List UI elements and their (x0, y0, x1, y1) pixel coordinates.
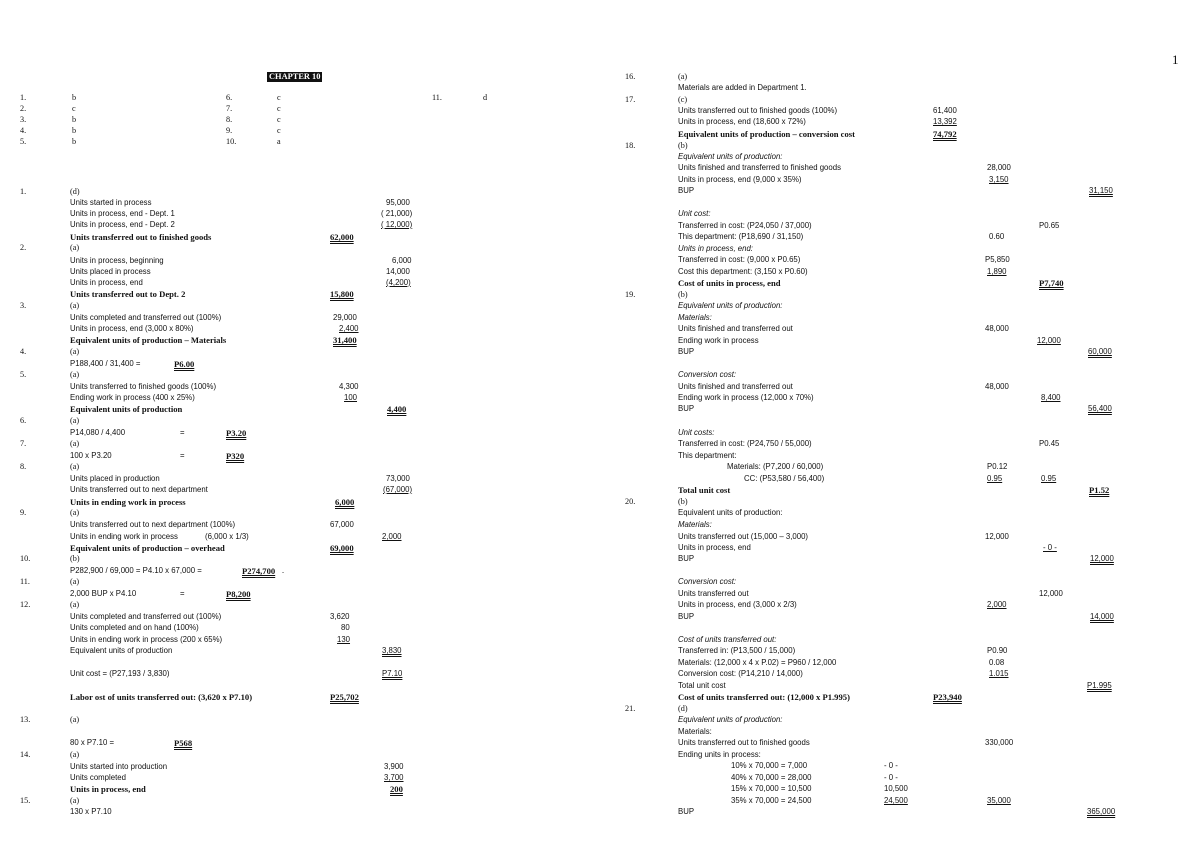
answer: (a) (70, 508, 80, 517)
line-label: Transferred in: (P13,500 / 15,000) (678, 646, 796, 655)
line-label: This department: (P18,690 / 31,150) (678, 232, 804, 241)
line-label: Transferred in cost: (P24,050 / 37,000) (678, 221, 812, 230)
line-label: Ending work in process (678, 336, 759, 345)
mc-num: 5. (20, 137, 27, 146)
problem-number: 18. (625, 141, 636, 150)
line-value: 31,400 (333, 335, 357, 345)
line-label: Labor ost of units transferred out: (3,620 x P7.10) (70, 692, 253, 702)
line-value: 35,000 (987, 796, 1011, 805)
line-value: P23,940 (933, 692, 962, 702)
line-label: P188,400 / 31,400 = (70, 359, 141, 368)
line-value: 95,000 (386, 198, 410, 207)
calc-value: 10,500 (884, 784, 908, 793)
calc-row: 35% x 70,000 = 24,500 (731, 796, 812, 805)
line-label: Units transferred out (15,000 – 3,000) (678, 532, 809, 541)
section-heading: Equivalent units of production: (678, 301, 783, 310)
mc-num: 4. (20, 126, 27, 135)
calc-value: - 0 - (884, 761, 898, 770)
line-value: P5,850 (985, 255, 1010, 264)
problem-number: 6. (20, 416, 27, 425)
mc-ans: b (72, 126, 77, 135)
line-label: Units transferred out (678, 589, 749, 598)
line-label: Units completed and transferred out (100%) (70, 313, 222, 322)
line-label: Equivalent units of production – conversion cost (678, 129, 855, 139)
answer: (a) (70, 577, 80, 586)
answer: (a) (70, 243, 80, 252)
answer: (b) (678, 141, 688, 150)
line-value: 56,400 (1088, 404, 1112, 413)
line-value: P274,700 (242, 566, 276, 576)
mc-ans: c (277, 93, 281, 102)
line-label: Units in ending work in process (70, 532, 178, 541)
line-value: 2,400 (339, 324, 359, 333)
line-value: P7.10 (382, 669, 403, 678)
line-value: 48,000 (985, 324, 1009, 333)
line-label: 100 x P3.20 (70, 451, 112, 460)
line-label: Units finished and transferred out (678, 382, 793, 391)
line-label: Units transferred out to next department (100%) (70, 520, 236, 529)
answer: (b) (678, 290, 688, 299)
line-value: 6,000 (335, 497, 355, 507)
calc-row: 10% x 70,000 = 7,000 (731, 761, 808, 770)
calc-value: 24,500 (884, 796, 908, 805)
mc-ans: c (277, 126, 281, 135)
line-value: 12,000 (1039, 589, 1063, 598)
calc-row: 15% x 70,000 = 10,500 (731, 784, 812, 793)
line-value: 67,000 (330, 520, 354, 529)
line-label: BUP (678, 612, 695, 621)
mc-num: 7. (226, 104, 233, 113)
line-label: BUP (678, 554, 695, 563)
line-value: 2,000 (382, 532, 402, 541)
chapter-title: CHAPTER 10 (269, 72, 321, 81)
line-label: Units in process, end - Dept. 2 (70, 220, 175, 229)
line-label: Ending work in process (400 x 25%) (70, 393, 195, 402)
section-heading: Materials: (678, 313, 712, 322)
section-heading: Conversion cost: (678, 370, 737, 379)
line-label: Transferred in cost: (P24,750 / 55,000) (678, 439, 812, 448)
answer: (a) (70, 301, 80, 310)
mc-num: 3. (20, 115, 27, 124)
answer: (a) (70, 600, 80, 609)
section-heading: Cost of units transferred out: (678, 635, 777, 644)
mc-num: 2. (20, 104, 27, 113)
line-label: Materials are added in Department 1. (678, 83, 807, 92)
line-label: This department: (678, 451, 737, 460)
section-heading: Unit cost: (678, 209, 711, 218)
answer: (b) (70, 554, 80, 563)
line-label: Units transferred out to finished goods (678, 738, 810, 747)
line-value: P0.65 (1039, 221, 1060, 230)
line-label: P282,900 / 69,000 = P4.10 x 67,000 = (70, 566, 202, 575)
line-label: Total unit cost (678, 485, 731, 495)
line-value: P7,740 (1039, 278, 1064, 288)
line-value: 73,000 (386, 474, 410, 483)
line-value: 12,000 (1037, 336, 1061, 345)
answer: (a) (70, 462, 80, 471)
line-value: 28,000 (987, 163, 1011, 172)
problem-number: 20. (625, 497, 636, 506)
line-label: Units in process, end (70, 278, 143, 287)
line-value: P320 (226, 451, 245, 461)
line-value: 62,000 (330, 232, 354, 242)
line-value: P0.45 (1039, 439, 1060, 448)
answer: (d) (70, 187, 80, 196)
line-label: Units in process, end (9,000 x 35%) (678, 175, 802, 184)
mc-num: 10. (226, 137, 237, 146)
calc-row: 40% x 70,000 = 28,000 (731, 773, 812, 782)
mc-num: 6. (226, 93, 233, 102)
line-value: 200 (390, 784, 403, 794)
line-label: Units in process, end (18,600 x 72%) (678, 117, 806, 126)
line-value: (67,000) (383, 485, 413, 494)
line-label: Cost of units transferred out: (12,000 x P1.995) (678, 692, 850, 702)
line-label: Units started in process (70, 198, 152, 207)
line-label: BUP (678, 347, 695, 356)
problem-number: 11. (20, 577, 30, 586)
line-value: P25,702 (330, 692, 359, 702)
line-label: Units finished and transferred to finished goods (678, 163, 841, 172)
line-label: BUP (678, 186, 695, 195)
line-label: Units in process, beginning (70, 256, 164, 265)
line-label: Units transferred out to finished goods (100%) (678, 106, 838, 115)
section-heading: Equivalent units of production: (678, 152, 783, 161)
line-value: 3,150 (989, 175, 1009, 184)
equals: = (180, 589, 185, 598)
equals: = (180, 428, 185, 437)
line-value: 2,000 (987, 600, 1007, 609)
answer: (d) (678, 704, 688, 713)
line-label: Equivalent units of production – Materials (70, 335, 227, 345)
mc-ans: a (277, 137, 281, 146)
mc-num: 8. (226, 115, 233, 124)
line-value: 48,000 (985, 382, 1009, 391)
line-label: Cost of units in process, end (678, 278, 781, 288)
line-value: 1.015 (989, 669, 1009, 678)
line-label: Units in process, end - Dept. 1 (70, 209, 175, 218)
line-value: 3,830 (382, 646, 402, 655)
problem-number: 1. (20, 187, 27, 196)
line-label: Conversion cost: (P14,210 / 14,000) (678, 669, 803, 678)
problem-number: 15. (20, 796, 31, 805)
line-value: 0.95 (1041, 474, 1057, 483)
answer: (a) (70, 715, 80, 724)
line-value: P6.00 (174, 359, 195, 369)
problem-number: 21. (625, 704, 636, 713)
line-value: 60,000 (1088, 347, 1112, 356)
line-value: P1.52 (1089, 485, 1110, 495)
line-value: P0.12 (987, 462, 1008, 471)
section-heading: Conversion cost: (678, 577, 737, 586)
answer: (b) (678, 497, 688, 506)
answer: (a) (70, 347, 80, 356)
problem-number: 17. (625, 95, 636, 104)
line-label: Units in process, end (3,000 x 2/3) (678, 600, 797, 609)
section-heading: Unit costs: (678, 428, 715, 437)
mc-ans: c (277, 104, 281, 113)
line-value: 3,620 (330, 612, 350, 621)
mc-num: 1. (20, 93, 27, 102)
line-value: P3.20 (226, 428, 247, 438)
line-value: 365,000 (1087, 807, 1116, 816)
line-label: Units placed in process (70, 267, 151, 276)
line-label: Cost this department: (3,150 x P0.60) (678, 267, 808, 276)
line-label: Units transferred out to Dept. 2 (70, 289, 186, 299)
line-label: Units placed in production (70, 474, 160, 483)
equals: = (180, 451, 185, 460)
line-value: 74,792 (933, 129, 957, 139)
line-label: Transferred in cost: (9,000 x P0.65) (678, 255, 801, 264)
line-value: 3,700 (384, 773, 404, 782)
line-value: 330,000 (985, 738, 1014, 747)
line-label: Equivalent units of production – overhead (70, 543, 225, 553)
calc-value: - 0 - (884, 773, 898, 782)
line-value: 0.95 (987, 474, 1003, 483)
line-label: Units finished and transferred out (678, 324, 793, 333)
line-value: 0.60 (989, 232, 1005, 241)
problem-number: 7. (20, 439, 27, 448)
answer: (a) (70, 370, 80, 379)
line-value: 61,400 (933, 106, 957, 115)
mc-ans: c (72, 104, 76, 113)
problem-number: 13. (20, 715, 31, 724)
line-label: CC: (P53,580 / 56,400) (744, 474, 825, 483)
problem-number: 2. (20, 243, 27, 252)
line-value: 13,392 (933, 117, 957, 126)
mc-ans: d (483, 93, 488, 102)
section-heading: Materials: (678, 727, 712, 736)
line-value: 12,000 (1090, 554, 1114, 563)
mc-ans: c (277, 115, 281, 124)
line-label: Units started into production (70, 762, 168, 771)
line-value: 100 (344, 393, 358, 402)
answer: (a) (70, 750, 80, 759)
line-value: (4,200) (386, 278, 411, 287)
problem-number: 4. (20, 347, 27, 356)
line-label: Units transferred to finished goods (100%) (70, 382, 217, 391)
line-label: (6,000 x 1/3) (205, 532, 249, 541)
line-label: P14,080 / 4,400 (70, 428, 126, 437)
problem-number: 12. (20, 600, 31, 609)
problem-number: 8. (20, 462, 27, 471)
line-label: Materials: (12,000 x 4 x P.02) = P960 / 12,000 (678, 658, 837, 667)
line-label: Units transferred out to next department (70, 485, 208, 494)
line-label: Units completed and on hand (100%) (70, 623, 199, 632)
section-heading: Units in process, end: (678, 244, 753, 253)
answer: (a) (70, 796, 80, 805)
mc-ans: b (72, 115, 77, 124)
line-label: 2,000 BUP x P4.10 (70, 589, 137, 598)
line-value: 15,800 (330, 289, 354, 299)
line-label: Units transferred out to finished goods (70, 232, 212, 242)
line-label: BUP (678, 404, 695, 413)
problem-number: 9. (20, 508, 27, 517)
mc-ans: b (72, 93, 77, 102)
line-value: 1,890 (987, 267, 1007, 276)
line-value: 14,000 (1090, 612, 1114, 621)
line-label: Units completed (70, 773, 126, 782)
problem-number: 19. (625, 290, 636, 299)
answer: (c) (678, 95, 688, 104)
line-value: ( 21,000) (381, 209, 413, 218)
line-label: Units in ending work in process (70, 497, 186, 507)
line-value: 6,000 (392, 256, 412, 265)
section-heading: Materials: (678, 520, 712, 529)
line-value: 80 (341, 623, 350, 632)
line-value: P0.90 (987, 646, 1008, 655)
line-label: Unit cost = (P27,193 / 3,830) (70, 669, 170, 678)
mc-num: 9. (226, 126, 233, 135)
problem-number: 3. (20, 301, 27, 310)
problem-number: 14. (20, 750, 31, 759)
line-label: Units in process, end (70, 784, 146, 794)
line-label: 80 x P7.10 = (70, 738, 114, 747)
period: . (282, 566, 285, 575)
line-label: Units completed and transferred out (100%) (70, 612, 222, 621)
line-value: 12,000 (985, 532, 1009, 541)
section-heading: Equivalent units of production: (678, 508, 783, 517)
line-label: Equivalent units of production (70, 646, 173, 655)
line-value: P1.995 (1087, 681, 1112, 690)
mc-num: 11. (432, 93, 442, 102)
line-label: Equivalent units of production (70, 404, 183, 414)
problem-number: 5. (20, 370, 27, 379)
line-value: 4,300 (339, 382, 359, 391)
section-heading: Equivalent units of production: (678, 715, 783, 724)
line-label: Materials: (P7,200 / 60,000) (727, 462, 824, 471)
line-label: Total unit cost (678, 681, 726, 690)
line-label: Units in process, end (3,000 x 80%) (70, 324, 194, 333)
answer: (a) (678, 72, 688, 81)
line-label: Ending work in process (12,000 x 70%) (678, 393, 814, 402)
line-label: BUP (678, 807, 695, 816)
answer: (a) (70, 416, 80, 425)
problem-number: 16. (625, 72, 636, 81)
problem-number: 10. (20, 554, 31, 563)
line-label: Ending units in process: (678, 750, 761, 759)
line-label: Units in ending work in process (200 x 65%) (70, 635, 223, 644)
line-value: 3,900 (384, 762, 404, 771)
mc-ans: b (72, 137, 77, 146)
line-value: P568 (174, 738, 193, 748)
line-value: 8,400 (1041, 393, 1061, 402)
answer: (a) (70, 439, 80, 448)
line-value: 0.08 (989, 658, 1005, 667)
page-number: 1 (1172, 52, 1179, 67)
line-label: 130 x P7.10 (70, 807, 112, 816)
line-value: 14,000 (386, 267, 410, 276)
line-value: 4,400 (387, 404, 407, 414)
line-value: 69,000 (330, 543, 354, 553)
line-value: 31,150 (1089, 186, 1113, 195)
line-label: Units in process, end (678, 543, 751, 552)
line-value: - 0 - (1043, 543, 1057, 552)
line-value: ( 12,000) (381, 220, 413, 229)
line-value: 130 (337, 635, 351, 644)
line-value: 29,000 (333, 313, 357, 322)
line-value: P8,200 (226, 589, 251, 599)
